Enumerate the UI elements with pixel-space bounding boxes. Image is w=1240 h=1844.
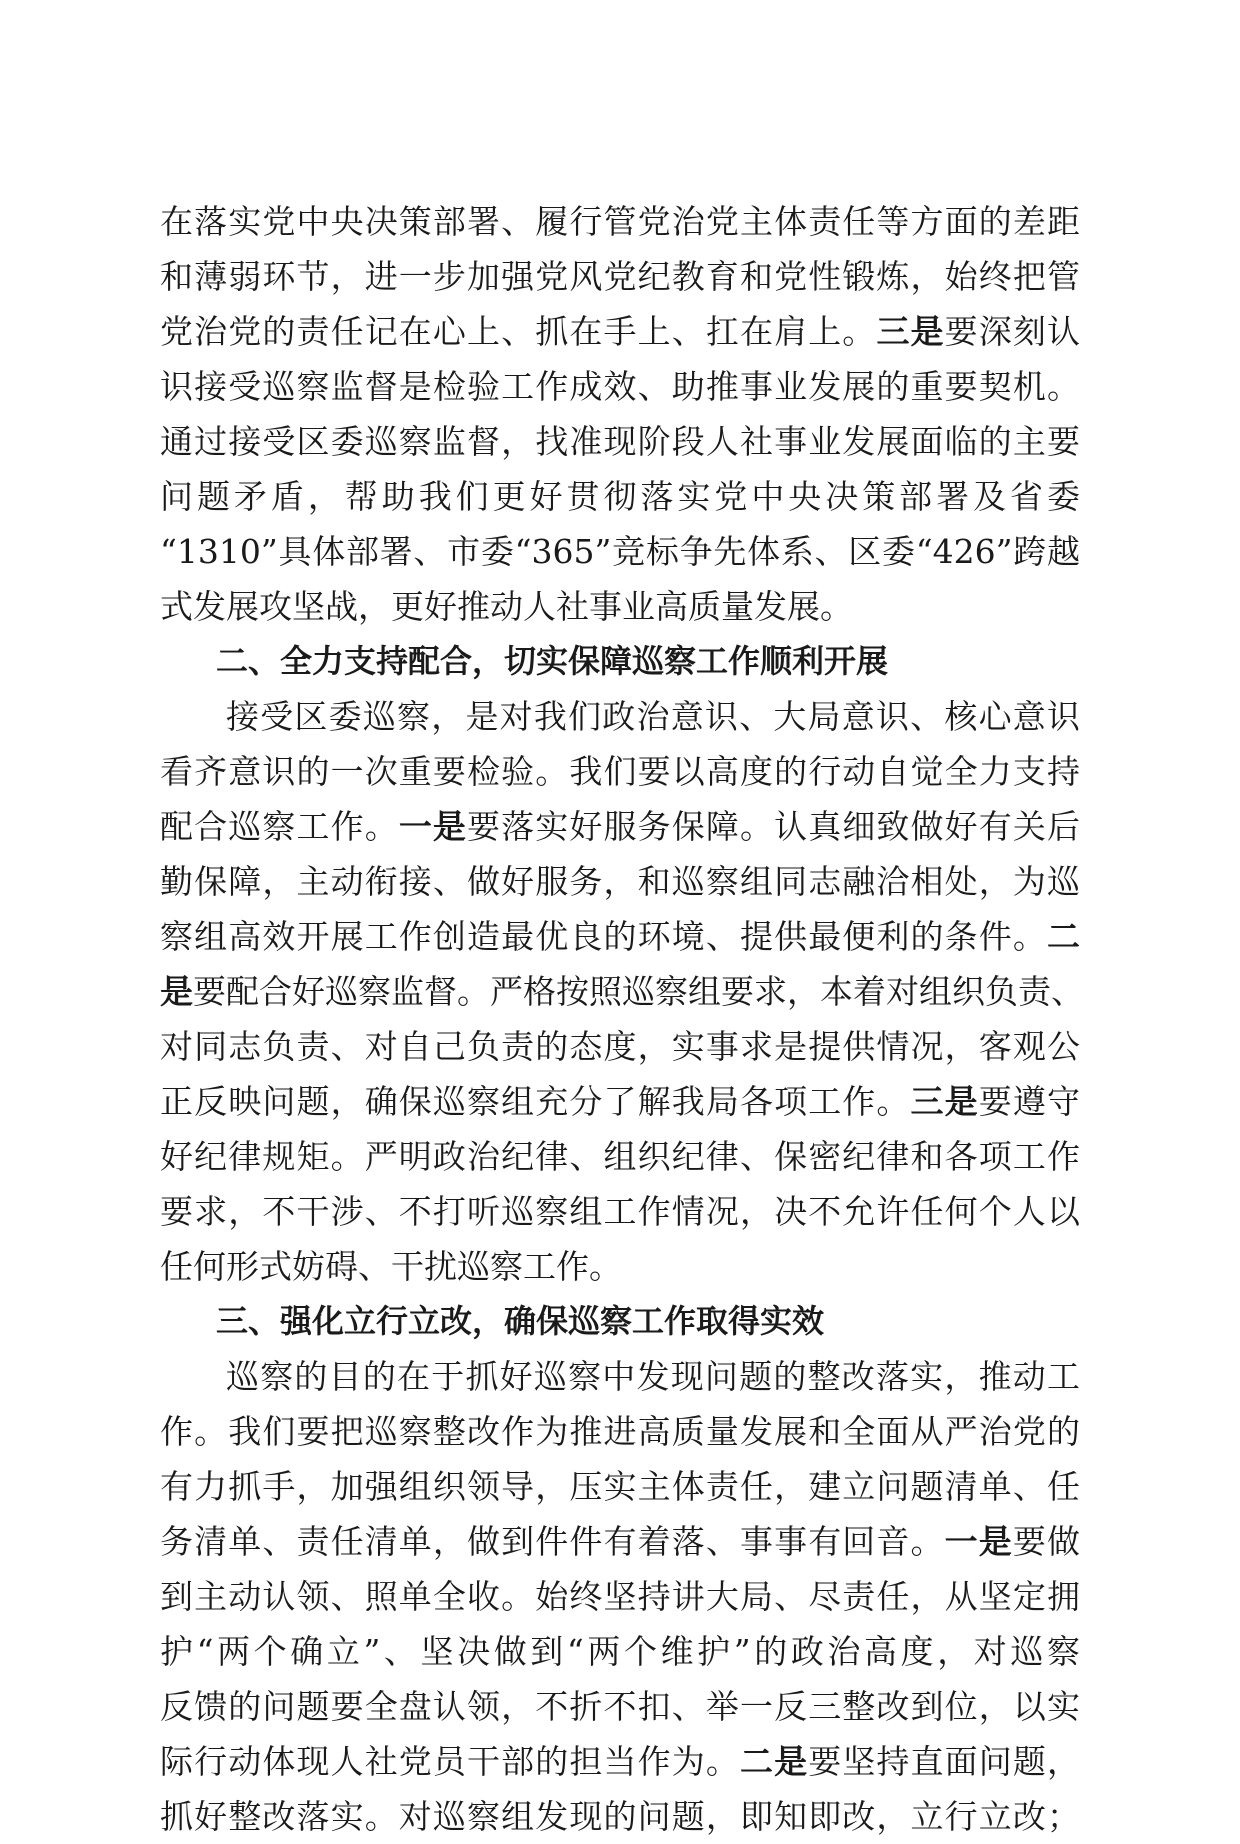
text-line bbox=[160, 1734, 1080, 1789]
text-line: 作。我们要把巡察整改作为推进高质量发展和全面从严治党的 bbox=[160, 1412, 1080, 1451]
bold-marker: 三是 bbox=[910, 1082, 979, 1121]
document-body bbox=[160, 194, 1084, 1844]
text-line: 巡察的目的在于抓好巡察中发现问题的整改落实，推动工 bbox=[226, 1357, 1080, 1396]
text-line: 勤保障，主动衔接、做好服务，和巡察组同志融洽相处，为巡 bbox=[160, 862, 1080, 901]
text-segment: 党治党的责任记在心上、抓在手上、扛在肩上。 bbox=[160, 312, 877, 351]
text-line: 任何形式妨碍、干扰巡察工作。 bbox=[160, 1247, 622, 1286]
text-line: 有力抓手，加强组织领导，压实主体责任，建立问题清单、任 bbox=[160, 1467, 1080, 1506]
text-line: 反馈的问题要全盘认领，不折不扣、举一反三整改到位，以实 bbox=[160, 1687, 1080, 1726]
text-line: 要求，不干涉、不打听巡察组工作情况，决不允许任何个人以 bbox=[160, 1192, 1080, 1231]
text-line: 对同志负责、对自己负责的态度，实事求是提供情况，客观公 bbox=[160, 1027, 1080, 1066]
text-segment: 要配合好巡察监督。严格按照巡察组要求，本着对组织负责、 bbox=[193, 972, 1084, 1011]
text-line: 抓好整改落实。对巡察组发现的问题，即知即改，立行立改； bbox=[160, 1797, 1080, 1836]
text-line: 问题矛盾，帮助我们更好贯彻落实党中央决策部署及省委 bbox=[160, 477, 1080, 516]
text-line: 通过接受区委巡察监督，找准现阶段人社事业发展面临的主要 bbox=[160, 422, 1080, 461]
text-line bbox=[160, 1514, 1080, 1569]
section-heading-3: 三、强化立行立改，确保巡察工作取得实效 bbox=[216, 1302, 825, 1340]
text-segment: 配合巡察工作。 bbox=[160, 807, 399, 846]
bold-marker: 二 bbox=[1047, 917, 1080, 956]
text-segment: 要深刻认 bbox=[944, 312, 1081, 351]
text-line: 到主动认领、照单全收。始终坚持讲大局、尽责任，从坚定拥 bbox=[160, 1577, 1080, 1616]
text-line bbox=[160, 1074, 1080, 1129]
text-line: 式发展攻坚战，更好推动人社事业高质量发展。 bbox=[160, 587, 853, 626]
bold-marker: 二是 bbox=[739, 1742, 809, 1781]
text-segment: 要做 bbox=[1012, 1522, 1081, 1561]
text-line: 好纪律规矩。严明政治纪律、组织纪律、保密纪律和各项工作 bbox=[160, 1137, 1080, 1176]
text-segment: 要坚持直面问题， bbox=[808, 1742, 1081, 1781]
text-segment: 正反映问题，确保巡察组充分了解我局各项工作。 bbox=[160, 1082, 911, 1121]
text-segment: 务清单、责任清单，做到件件有着落、事事有回音。 bbox=[160, 1522, 945, 1561]
bold-marker: 是 bbox=[160, 972, 193, 1011]
text-line: 接受区委巡察，是对我们政治意识、大局意识、核心意识 bbox=[226, 697, 1080, 736]
bold-marker: 一是 bbox=[398, 807, 468, 846]
text-line: 护“两个确立”、坚决做到“两个维护”的政治高度，对巡察 bbox=[160, 1632, 1080, 1671]
text-line: 看齐意识的一次重要检验。我们要以高度的行动自觉全力支持 bbox=[160, 752, 1080, 791]
text-line bbox=[160, 799, 1080, 854]
text-segment: 要遵守 bbox=[978, 1082, 1081, 1121]
text-line: 和薄弱环节，进一步加强党风党纪教育和党性锻炼，始终把管 bbox=[160, 257, 1080, 296]
text-line: 识接受巡察监督是检验工作成效、助推事业发展的重要契机。 bbox=[160, 367, 1080, 406]
text-segment: 际行动体现人社党员干部的担当作为。 bbox=[160, 1742, 740, 1781]
text-line bbox=[160, 964, 1084, 1019]
text-segment: 察组高效开展工作创造最优良的环境、提供最便利的条件。 bbox=[160, 917, 1047, 956]
bold-marker: 一是 bbox=[944, 1522, 1013, 1561]
text-line: “1310”具体部署、市委“365”竞标争先体系、区委“426”跨越 bbox=[160, 532, 1080, 571]
text-line bbox=[160, 304, 1080, 359]
bold-marker: 三是 bbox=[876, 312, 945, 351]
text-segment: 要落实好服务保障。认真细致做好有关后 bbox=[467, 807, 1081, 846]
text-line: 在落实党中央决策部署、履行管党治党主体责任等方面的差距 bbox=[160, 202, 1080, 241]
text-line bbox=[160, 909, 1080, 964]
section-heading-2: 二、全力支持配合，切实保障巡察工作顺利开展 bbox=[216, 642, 889, 680]
